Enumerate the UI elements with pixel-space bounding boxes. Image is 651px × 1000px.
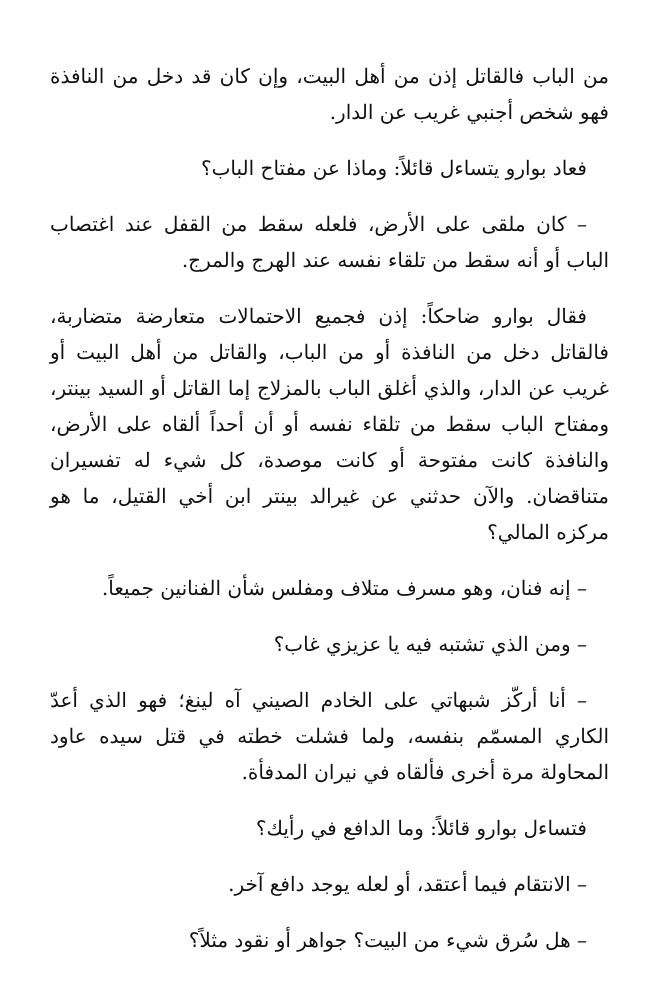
paragraph-10: – هل سُرق شيء من البيت؟ جواهر أو نقود مثلاً؟ [188, 928, 587, 952]
paragraph-7: – أنا أركّز شبهاتي على الخادم الصيني آه لينغ؛ فهو الذي أعدّ الكاري المسمّم بنفسه، ولما فشلت خطته في قتل سيده عاود المحاولة مرة أخرى فألقاه في نيران المدفأة. [50, 688, 609, 784]
paragraph-5: – إنه فنان، وهو مسرف متلاف ومفلس شأن الفنانين جميعاً. [101, 576, 587, 600]
paragraph-2: فعاد بوارو يتساءل قائلاً: وماذا عن مفتاح الباب؟ [200, 156, 587, 180]
paragraph-3: – كان ملقى على الأرض، فلعله سقط من القفل عند اغتصاب الباب أو أنه سقط من تلقاء نفسه عند الهرج والمرج. [50, 212, 609, 272]
paragraph-9: – الانتقام فيما أعتقد، أو لعله يوجد دافع آخر. [228, 872, 587, 896]
paragraph-6: – ومن الذي تشتبه فيه يا عزيزي غاب؟ [273, 632, 587, 656]
paragraph-8: فتساءل بوارو قائلاً: وما الدافع في رأيك؟ [255, 816, 587, 840]
paragraph-1: من الباب فالقاتل إذن من أهل البيت، وإن كان قد دخل من النافذة فهو شخص أجنبي غريب عن الدار. [50, 64, 609, 124]
paragraph-4: فقال بوارو ضاحكاً: إذن فجميع الاحتمالات متعارضة متضاربة، فالقاتل دخل من النافذة أو من الباب، والقاتل من أهل البيت أو غريب عن الدار، والذي أغلق الباب بالمزلاج إما القاتل أو السيد بينتر، ومفتاح الباب سقط من تلقاء نفسه أو أن أحداً ألقاه على الأرض، والنافذة كانت مفتوحة أو كانت موصدة، كل شيء له تفسيران متناقضان. والآن حدثني عن غيرالد بينتر ابن أخي القتيل، ما هو مركزه المالي؟ [50, 304, 610, 544]
